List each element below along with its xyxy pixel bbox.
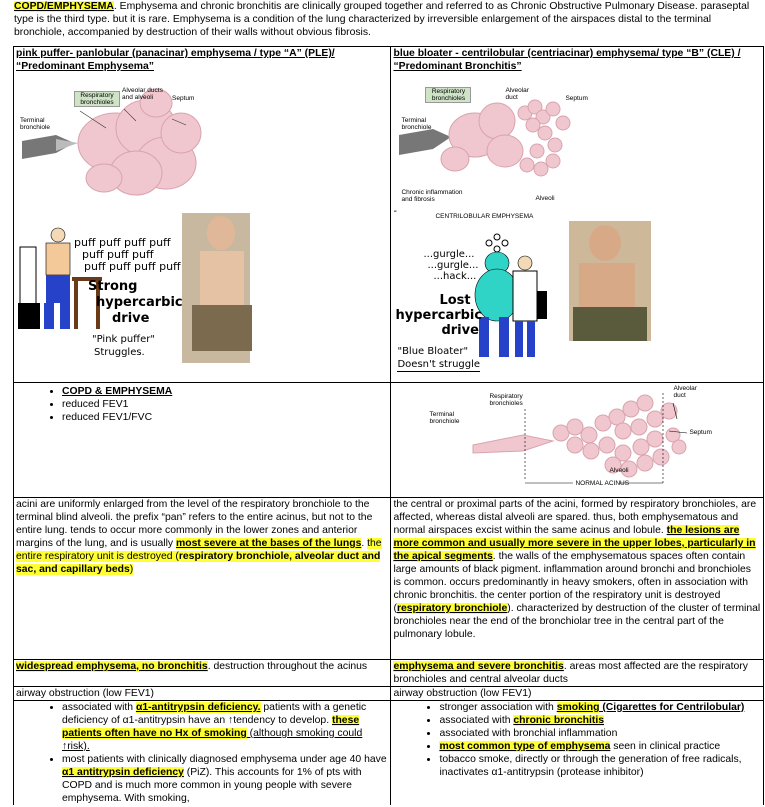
pink-puffer-label: "Pink puffer" bbox=[92, 334, 155, 345]
label-alveolar-duct-right: Alveolar duct bbox=[505, 87, 529, 101]
left-desc-highlight-1: most severe at the bases of the lungs bbox=[176, 538, 362, 549]
acinus-label-normal: NORMAL ACINUS bbox=[575, 480, 630, 487]
gurgle-text-1: ...gurgle... bbox=[423, 249, 475, 260]
right-bullet-5: • tobacco smoke, directly or through the generation of free radicals, inactivates α1-antitrypsin (protease inhibitor) bbox=[439, 753, 761, 779]
right-widespread-text: . areas most affected are the respiratory bronchioles and central alveolar ducts bbox=[393, 661, 748, 685]
right-description-cell bbox=[391, 498, 764, 660]
left-desc-highlight-3: respiratory bronchiole, alveolar duct and sac, and capillary beds bbox=[16, 551, 381, 575]
acinus-label-alveolar-duct: Alveolar duct bbox=[673, 385, 697, 399]
label-terminal-right: Terminal bronchiole bbox=[401, 117, 432, 131]
label-septum: Septum bbox=[172, 95, 195, 102]
acinus-label-terminal: Terminal bronchiole bbox=[429, 411, 460, 425]
right-obstruction-cell: airway obstruction (low FEV1) bbox=[391, 687, 764, 701]
label-septum-right: Septum bbox=[565, 95, 588, 102]
right-bullet-list bbox=[393, 701, 761, 779]
left-bullet-list bbox=[16, 701, 388, 805]
label-alveolar-ducts: Alveolar ducts and alveoli bbox=[122, 87, 163, 101]
label-respiratory-bronchioles: Respiratory bronchioles bbox=[74, 91, 120, 107]
right-bullet-1-text-b: (Cigarettes for Centrilobular) bbox=[599, 702, 745, 713]
gurgle-text-2: ...gurgle... bbox=[427, 260, 479, 271]
right-bullet-1-highlight: smoking bbox=[556, 702, 600, 713]
left-desc-highlight-2: the entire respiratory unit is destroyed ( bbox=[16, 538, 382, 562]
left-bullet-1-text-a: associated with bbox=[62, 702, 136, 713]
right-desc-text-1: the central or proximal parts of the acini, formed by respiratory bronchioles, are affected, whereas distal alveoli are spared. thus, both emphysematous and normal airspaces excist within the same acinus and lobule. bbox=[393, 499, 757, 536]
blue-bloater-cartoon bbox=[393, 221, 761, 381]
left-bullet-1-text-c: (although smoking could ↑risk). bbox=[62, 728, 363, 752]
left-widespread-cell bbox=[14, 660, 391, 687]
left-bullet-2 bbox=[62, 753, 388, 805]
left-obstruction-cell: airway obstruction (low FEV1) bbox=[14, 687, 391, 701]
acinus-label-resp: Respiratory bronchioles bbox=[489, 393, 523, 407]
strong-text: Strong bbox=[88, 279, 138, 294]
right-desc-highlight-1: the lesions are more common and usually more severe in the upper lobes, particularly in the apical segments bbox=[393, 525, 756, 562]
right-desc-text-2: . the walls of the emphysematous spaces often contain large amounts of black pigment. inflammation around bronchi and bronchioles is common. occurs predominantly in heavy smokers, often in association with chronic bronchitis. the center portion of the respiratory unit is destroyed ( bbox=[393, 551, 751, 614]
centrilobular-figure bbox=[393, 73, 761, 221]
label-terminal-bronchiole: Terminal bronchiole bbox=[20, 117, 50, 131]
hypercarbic-text: hypercarbic bbox=[96, 295, 183, 310]
right-bullet-1-text-a: stronger association with bbox=[439, 702, 557, 713]
hack-text: ...hack... bbox=[433, 271, 477, 282]
right-widespread-cell bbox=[391, 660, 764, 687]
centrilobular-caption: CENTRILOBULAR EMPHYSEMA bbox=[435, 213, 534, 220]
pink-puffer-illustration bbox=[16, 205, 386, 382]
hypercarbic-right-text: hypercarbic bbox=[395, 308, 483, 323]
right-widespread-highlight: emphysema and severe bronchitis bbox=[393, 661, 564, 672]
panlobular-illustration bbox=[16, 73, 386, 205]
right-desc-text-3: ). characterized by destruction of the cluster of terminal bronchioles near the end of the bronchiolar tree in the central part of the pulmonary lobule. bbox=[393, 603, 761, 640]
right-bullet-2-highlight: chronic bronchitis bbox=[513, 715, 605, 726]
left-desc-text-2: . bbox=[361, 538, 368, 549]
intro-text: . Emphysema and chronic bronchitis are clinically grouped together and referred to as Chronic Obstructive Pulmonary Disease. paraseptal type is the third type. but it is rare. Emphysema is a condition of the lung characterized by irreversible enlargement of the airspaces distal to the terminal bronchiole, accompanied by destruction of their walls without obvious fibrosis. bbox=[14, 1, 750, 38]
left-cell-top bbox=[14, 47, 391, 383]
doesnt-struggle-label: Doesn't struggle bbox=[397, 359, 481, 370]
pink-puffer-cartoon bbox=[16, 205, 388, 382]
label-inflammation: Chronic inflammation and fibrosis bbox=[401, 189, 463, 203]
drive-text: drive bbox=[112, 311, 150, 326]
acinus-label-alveoli: Alveoli bbox=[609, 467, 629, 474]
left-bullet-1-highlight: α1-antitrypsin deficiency. bbox=[135, 702, 261, 713]
left-bullet-2-text-b: (PiZ). This accounts for 1% of pts with COPD and is much more common in young people with severe emphysema. With smoking, bbox=[62, 767, 362, 804]
left-bullet-1 bbox=[62, 701, 388, 753]
right-bullet-2 bbox=[439, 714, 761, 727]
label-alveoli-right: Alveoli bbox=[535, 195, 555, 202]
right-header: blue bloater - centrilobular (centriacinar) emphysema/ type “B” (CLE) / “Predominant Bronchitis” bbox=[393, 48, 741, 72]
normal-acinus-cell bbox=[391, 383, 764, 498]
right-bullet-3: • associated with bronchial inflammation bbox=[439, 727, 761, 740]
left-bullet-1-text-b: patients with a genetic deficiency of α1-antitrypsin have an ↑tendency to develop. bbox=[62, 702, 367, 726]
puff-text-3: puff puff puff puff bbox=[84, 260, 181, 273]
right-bullet-4-highlight: most common type of emphysema bbox=[439, 741, 611, 752]
intro-paragraph bbox=[14, 0, 754, 39]
left-widespread-highlight: widespread emphysema, no bronchitis bbox=[16, 661, 208, 672]
dash-mark: - bbox=[393, 206, 397, 217]
summary-cell bbox=[14, 383, 391, 498]
normal-acinus-figure bbox=[393, 383, 761, 496]
intro-title: COPD/EMPHYSEMA bbox=[14, 1, 114, 12]
summary-title: • COPD & EMPHYSEMA bbox=[62, 385, 388, 398]
left-bullet-2-highlight: α1 antitrypsin deficiency bbox=[62, 767, 184, 778]
right-bullet-4 bbox=[439, 740, 761, 753]
left-description-cell bbox=[14, 498, 391, 660]
acinus-label-septum: Septum bbox=[689, 429, 712, 436]
right-bullet-1 bbox=[439, 701, 761, 714]
left-bullet-2-text-a: most patients with clinically diagnosed emphysema under age 40 have bbox=[62, 754, 387, 765]
right-bullet-2-text-a: associated with bbox=[439, 715, 514, 726]
right-bullets-cell bbox=[391, 701, 764, 806]
puff-text-1: puff puff puff puff bbox=[74, 236, 171, 249]
struggles-label: Struggles. bbox=[94, 347, 145, 358]
left-desc-text-1: acini are uniformly enlarged from the level of the respiratory bronchiole to the terminal blind alveoli. the prefix “pan” refers to the entire acinus, but not to the entire lung. tends to occur more commonly in the lower zones and anterior margins of the lung, and is usually bbox=[16, 499, 373, 549]
puff-text-2: puff puff puff bbox=[82, 248, 154, 261]
left-desc-highlight-4: ) bbox=[129, 564, 134, 575]
summary-item-2: • reduced FEV1/FVC bbox=[62, 411, 388, 424]
blue-bloater-label: "Blue Bloater" bbox=[397, 346, 469, 357]
comparison-table bbox=[13, 46, 764, 805]
summary-list bbox=[16, 383, 388, 424]
right-desc-highlight-2: respiratory bronchiole bbox=[396, 603, 508, 614]
lost-text: Lost bbox=[439, 293, 471, 308]
right-cell-top bbox=[391, 47, 764, 383]
left-widespread-text: . destruction throughout the acinus bbox=[207, 661, 368, 672]
drive-right-text: drive bbox=[441, 323, 479, 338]
summary-item-1: • reduced FEV1 bbox=[62, 398, 388, 411]
left-header: pink puffer- panlobular (panacinar) emphysema / type “A” (PLE)/ “Predominant Emphysema” bbox=[16, 48, 335, 72]
label-resp-bronchioles-right: Respiratory bronchioles bbox=[425, 87, 471, 103]
right-bullet-4-text: seen in clinical practice bbox=[610, 741, 721, 752]
panlobular-figure bbox=[16, 73, 388, 205]
left-bullets-cell bbox=[14, 701, 391, 806]
left-bullet-1-highlight-2: these patients often have no Hx of smoking bbox=[62, 715, 360, 739]
